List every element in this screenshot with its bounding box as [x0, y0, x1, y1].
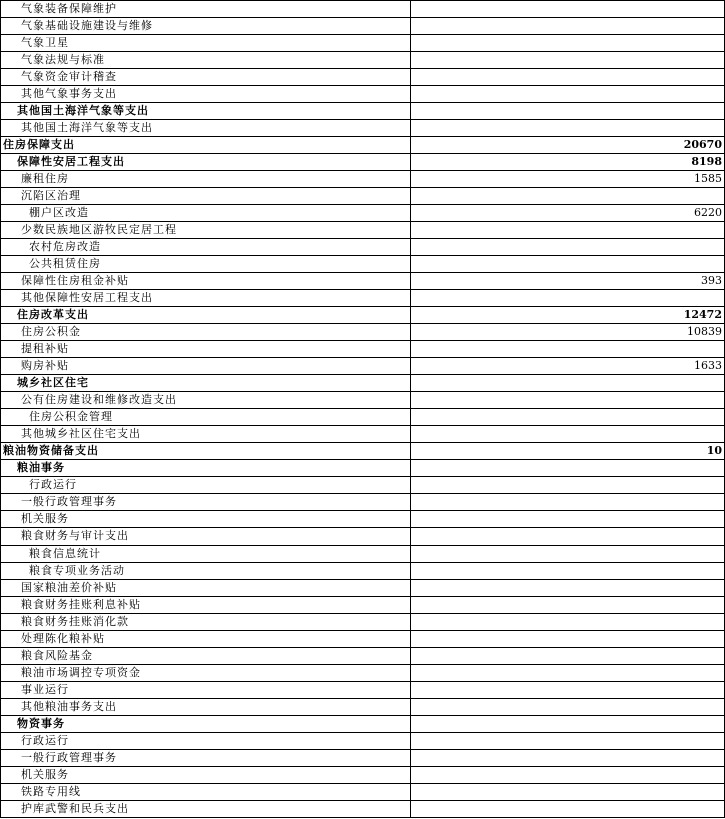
- table-row: [1, 528, 725, 545]
- table-row: [1, 647, 725, 664]
- table-row: [1, 613, 725, 630]
- table-row: [1, 494, 725, 511]
- amount-cell: [411, 375, 725, 392]
- amount-cell: 393: [411, 273, 725, 290]
- amount-cell: [411, 86, 725, 103]
- item-name-cell: 沉陷区治理: [1, 188, 411, 205]
- table-row: [1, 749, 725, 766]
- amount-cell: [411, 239, 725, 256]
- item-name-cell: 机关服务: [1, 766, 411, 783]
- item-name-cell: 住房保障支出: [1, 137, 411, 154]
- item-name-cell: 气象卫星: [1, 35, 411, 52]
- item-name-cell: 住房公积金: [1, 324, 411, 341]
- item-name-cell: 行政运行: [1, 732, 411, 749]
- table-row: [1, 103, 725, 120]
- item-name-cell: 提租补贴: [1, 341, 411, 358]
- amount-cell: [411, 783, 725, 800]
- amount-cell: [411, 290, 725, 307]
- amount-cell: [411, 341, 725, 358]
- amount-cell: [411, 409, 725, 426]
- amount-cell: [411, 392, 725, 409]
- item-name-cell: 护库武警和民兵支出: [1, 800, 411, 817]
- amount-cell: [411, 477, 725, 494]
- table-row: [1, 409, 725, 426]
- table-row: [1, 426, 725, 443]
- item-name-cell: 一般行政管理事务: [1, 494, 411, 511]
- table-row: [1, 358, 725, 375]
- item-name-cell: 其他气象事务支出: [1, 86, 411, 103]
- item-name-cell: 城乡社区住宅: [1, 375, 411, 392]
- table-row: [1, 18, 725, 35]
- amount-cell: [411, 69, 725, 86]
- table-row: [1, 732, 725, 749]
- table-row: [1, 69, 725, 86]
- item-name-cell: 公有住房建设和维修改造支出: [1, 392, 411, 409]
- amount-cell: [411, 562, 725, 579]
- amount-cell: [411, 18, 725, 35]
- amount-cell: 8198: [411, 154, 725, 171]
- item-name-cell: 粮食财务与审计支出: [1, 528, 411, 545]
- item-name-cell: 气象法规与标准: [1, 52, 411, 69]
- amount-cell: [411, 715, 725, 732]
- table-row: [1, 222, 725, 239]
- table-row: [1, 35, 725, 52]
- amount-cell: [411, 511, 725, 528]
- table-row: [1, 137, 725, 154]
- item-name-cell: 粮食信息统计: [1, 545, 411, 562]
- table-row: [1, 545, 725, 562]
- item-name-cell: 粮油物资储备支出: [1, 443, 411, 460]
- amount-cell: [411, 460, 725, 477]
- amount-cell: [411, 613, 725, 630]
- amount-cell: [411, 545, 725, 562]
- item-name-cell: 其他国土海洋气象等支出: [1, 103, 411, 120]
- item-name-cell: 粮食财务挂账利息补贴: [1, 596, 411, 613]
- item-name-cell: 廉租住房: [1, 171, 411, 188]
- item-name-cell: 保障性安居工程支出: [1, 154, 411, 171]
- item-name-cell: 气象资金审计稽查: [1, 69, 411, 86]
- table-row: [1, 86, 725, 103]
- amount-cell: [411, 766, 725, 783]
- amount-cell: [411, 1, 725, 18]
- table-row: [1, 800, 725, 817]
- item-name-cell: 其他城乡社区住宅支出: [1, 426, 411, 443]
- item-name-cell: 其他国土海洋气象等支出: [1, 120, 411, 137]
- item-name-cell: 处理陈化粮补贴: [1, 630, 411, 647]
- amount-cell: [411, 664, 725, 681]
- table-row: [1, 205, 725, 222]
- item-name-cell: 少数民族地区游牧民定居工程: [1, 222, 411, 239]
- amount-cell: 10: [411, 443, 725, 460]
- item-name-cell: 其他保障性安居工程支出: [1, 290, 411, 307]
- table-row: [1, 375, 725, 392]
- table-row: [1, 392, 725, 409]
- table-row: [1, 596, 725, 613]
- table-row: [1, 324, 725, 341]
- amount-cell: 10839: [411, 324, 725, 341]
- table-row: [1, 630, 725, 647]
- amount-cell: [411, 732, 725, 749]
- amount-cell: [411, 120, 725, 137]
- table-row: [1, 460, 725, 477]
- amount-cell: [411, 52, 725, 69]
- table-row: [1, 443, 725, 460]
- table-row: [1, 698, 725, 715]
- amount-cell: [411, 222, 725, 239]
- item-name-cell: 农村危房改造: [1, 239, 411, 256]
- amount-cell: [411, 800, 725, 817]
- item-name-cell: 购房补贴: [1, 358, 411, 375]
- item-name-cell: 一般行政管理事务: [1, 749, 411, 766]
- table-row: [1, 715, 725, 732]
- item-name-cell: 住房公积金管理: [1, 409, 411, 426]
- item-name-cell: 粮油事务: [1, 460, 411, 477]
- table-row: [1, 273, 725, 290]
- table-row: [1, 256, 725, 273]
- amount-cell: 6220: [411, 205, 725, 222]
- table-row: [1, 188, 725, 205]
- item-name-cell: 棚户区改造: [1, 205, 411, 222]
- item-name-cell: 事业运行: [1, 681, 411, 698]
- item-name-cell: 气象基础设施建设与维修: [1, 18, 411, 35]
- table-row: [1, 290, 725, 307]
- amount-cell: [411, 647, 725, 664]
- item-name-cell: 粮食风险基金: [1, 647, 411, 664]
- amount-cell: [411, 35, 725, 52]
- table-row: [1, 154, 725, 171]
- table-row: [1, 681, 725, 698]
- amount-cell: [411, 579, 725, 596]
- item-name-cell: 公共租赁住房: [1, 256, 411, 273]
- item-name-cell: 气象装备保障维护: [1, 1, 411, 18]
- amount-cell: [411, 494, 725, 511]
- table-row: [1, 341, 725, 358]
- item-name-cell: 保障性住房租金补贴: [1, 273, 411, 290]
- amount-cell: [411, 256, 725, 273]
- table-row: [1, 783, 725, 800]
- table-row: [1, 120, 725, 137]
- amount-cell: [411, 749, 725, 766]
- amount-cell: [411, 596, 725, 613]
- item-name-cell: 铁路专用线: [1, 783, 411, 800]
- table-row: [1, 562, 725, 579]
- amount-cell: [411, 103, 725, 120]
- table-row: [1, 511, 725, 528]
- table-row: [1, 766, 725, 783]
- amount-cell: [411, 698, 725, 715]
- item-name-cell: 粮油市场调控专项资金: [1, 664, 411, 681]
- amount-cell: 20670: [411, 137, 725, 154]
- item-name-cell: 其他粮油事务支出: [1, 698, 411, 715]
- table-row: [1, 52, 725, 69]
- amount-cell: [411, 426, 725, 443]
- table-row: [1, 307, 725, 324]
- amount-cell: [411, 630, 725, 647]
- amount-cell: [411, 528, 725, 545]
- amount-cell: 1633: [411, 358, 725, 375]
- item-name-cell: 国家粮油差价补贴: [1, 579, 411, 596]
- table-row: [1, 664, 725, 681]
- amount-cell: 1585: [411, 171, 725, 188]
- table-row: [1, 477, 725, 494]
- table-row: [1, 171, 725, 188]
- table-row: [1, 239, 725, 256]
- item-name-cell: 行政运行: [1, 477, 411, 494]
- item-name-cell: 物资事务: [1, 715, 411, 732]
- item-name-cell: 粮食专项业务活动: [1, 562, 411, 579]
- amount-cell: [411, 681, 725, 698]
- amount-cell: 12472: [411, 307, 725, 324]
- item-name-cell: 住房改革支出: [1, 307, 411, 324]
- table-row: [1, 1, 725, 18]
- table-row: [1, 579, 725, 596]
- budget-table-body: [1, 1, 725, 818]
- item-name-cell: 机关服务: [1, 511, 411, 528]
- item-name-cell: 粮食财务挂账消化款: [1, 613, 411, 630]
- amount-cell: [411, 188, 725, 205]
